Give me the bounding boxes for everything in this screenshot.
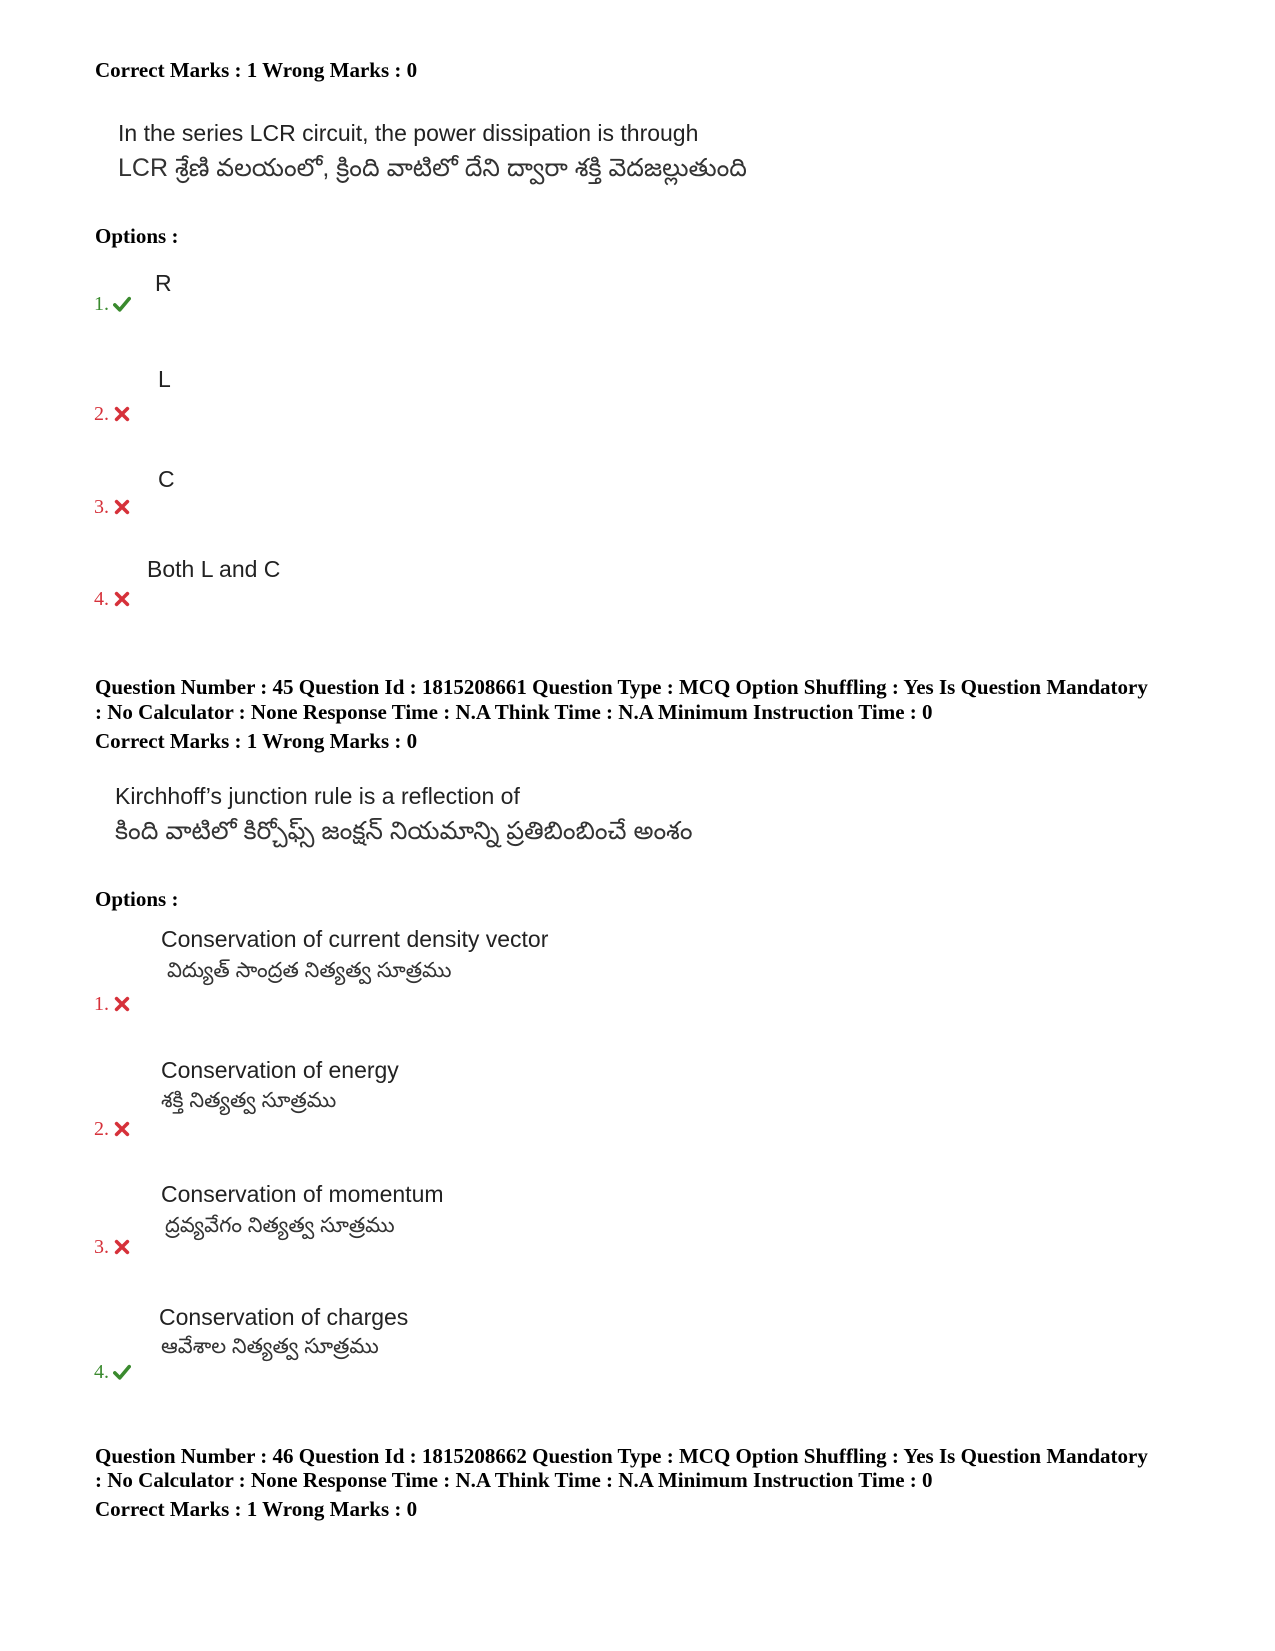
check-icon <box>113 1363 131 1381</box>
option-number-label: 1. <box>94 293 109 315</box>
option-1-text: Conservation of current density vector <box>161 926 549 952</box>
question-text-telugu: LCR శ్రేణి వలయంలో, క్రింది వాటిలో దేని ద్వారా శక్తి వెదజల్లుతుంది <box>118 154 747 182</box>
cross-icon <box>113 1120 131 1138</box>
options-label: Options : <box>95 224 179 248</box>
option-number-label: 2. <box>94 403 109 425</box>
options-label: Options : <box>95 887 179 911</box>
option-2-number <box>94 1118 131 1140</box>
correct-wrong-marks: Correct Marks : 1 Wrong Marks : 0 <box>95 58 418 82</box>
question-meta-line-1: Question Number : 46 Question Id : 1815208662 Question Type : MCQ Option Shuffling : Yes Is Question Mandatory <box>95 1444 1148 1468</box>
option-4-number <box>94 1361 131 1383</box>
question-meta-line-2: : No Calculator : None Response Time : N.A Think Time : N.A Minimum Instruction Time : 0 <box>95 1468 933 1492</box>
question-text-english: In the series LCR circuit, the power dissipation is through <box>118 120 699 146</box>
option-4-text-telugu: ఆవేశాల నిత్యత్వ సూత్రము <box>161 1335 379 1358</box>
option-number-label: 4. <box>94 1361 109 1383</box>
option-number-label: 1. <box>94 993 109 1015</box>
option-3-text-telugu: ద్రవ్యవేగం నిత్యత్వ సూత్రము <box>165 1214 395 1237</box>
cross-icon <box>113 498 131 516</box>
option-3-number <box>94 1236 131 1258</box>
option-4-text: Conservation of charges <box>159 1304 409 1330</box>
option-1-number <box>94 993 131 1015</box>
option-3-text: Conservation of momentum <box>161 1181 444 1207</box>
cross-icon <box>113 1238 131 1256</box>
option-1-number <box>94 293 131 315</box>
option-3-number <box>94 496 131 518</box>
option-4-text: Both L and C <box>147 556 281 582</box>
option-3-text: C <box>158 466 175 492</box>
option-4-number <box>94 588 131 610</box>
correct-wrong-marks: Correct Marks : 1 Wrong Marks : 0 <box>95 729 418 753</box>
correct-wrong-marks: Correct Marks : 1 Wrong Marks : 0 <box>95 1497 418 1521</box>
question-meta-line-1: Question Number : 45 Question Id : 1815208661 Question Type : MCQ Option Shuffling : Yes Is Question Mandatory <box>95 675 1148 699</box>
cross-icon <box>113 995 131 1013</box>
option-2-text: Conservation of energy <box>161 1057 399 1083</box>
option-number-label: 3. <box>94 1236 109 1258</box>
option-number-label: 2. <box>94 1118 109 1140</box>
cross-icon <box>113 405 131 423</box>
question-text-telugu: కింది వాటిలో కిర్చోఫ్స్ జంక్షన్ నియమాన్ని ప్రతిబింబించే అంశం <box>115 817 693 845</box>
option-1-text-telugu: విద్యుత్ సాంద్రత నిత్యత్వ సూత్రము <box>167 959 452 982</box>
check-icon <box>113 295 131 313</box>
option-2-text-telugu: శక్తి నిత్యత్వ సూత్రము <box>161 1089 337 1112</box>
option-number-label: 3. <box>94 496 109 518</box>
cross-icon <box>113 590 131 608</box>
option-2-text: L <box>158 366 171 392</box>
question-text-english: Kirchhoff’s junction rule is a reflection of <box>115 783 520 809</box>
option-2-number <box>94 403 131 425</box>
option-number-label: 4. <box>94 588 109 610</box>
option-1-text: R <box>155 270 172 296</box>
question-meta-line-2: : No Calculator : None Response Time : N.A Think Time : N.A Minimum Instruction Time : 0 <box>95 700 933 724</box>
